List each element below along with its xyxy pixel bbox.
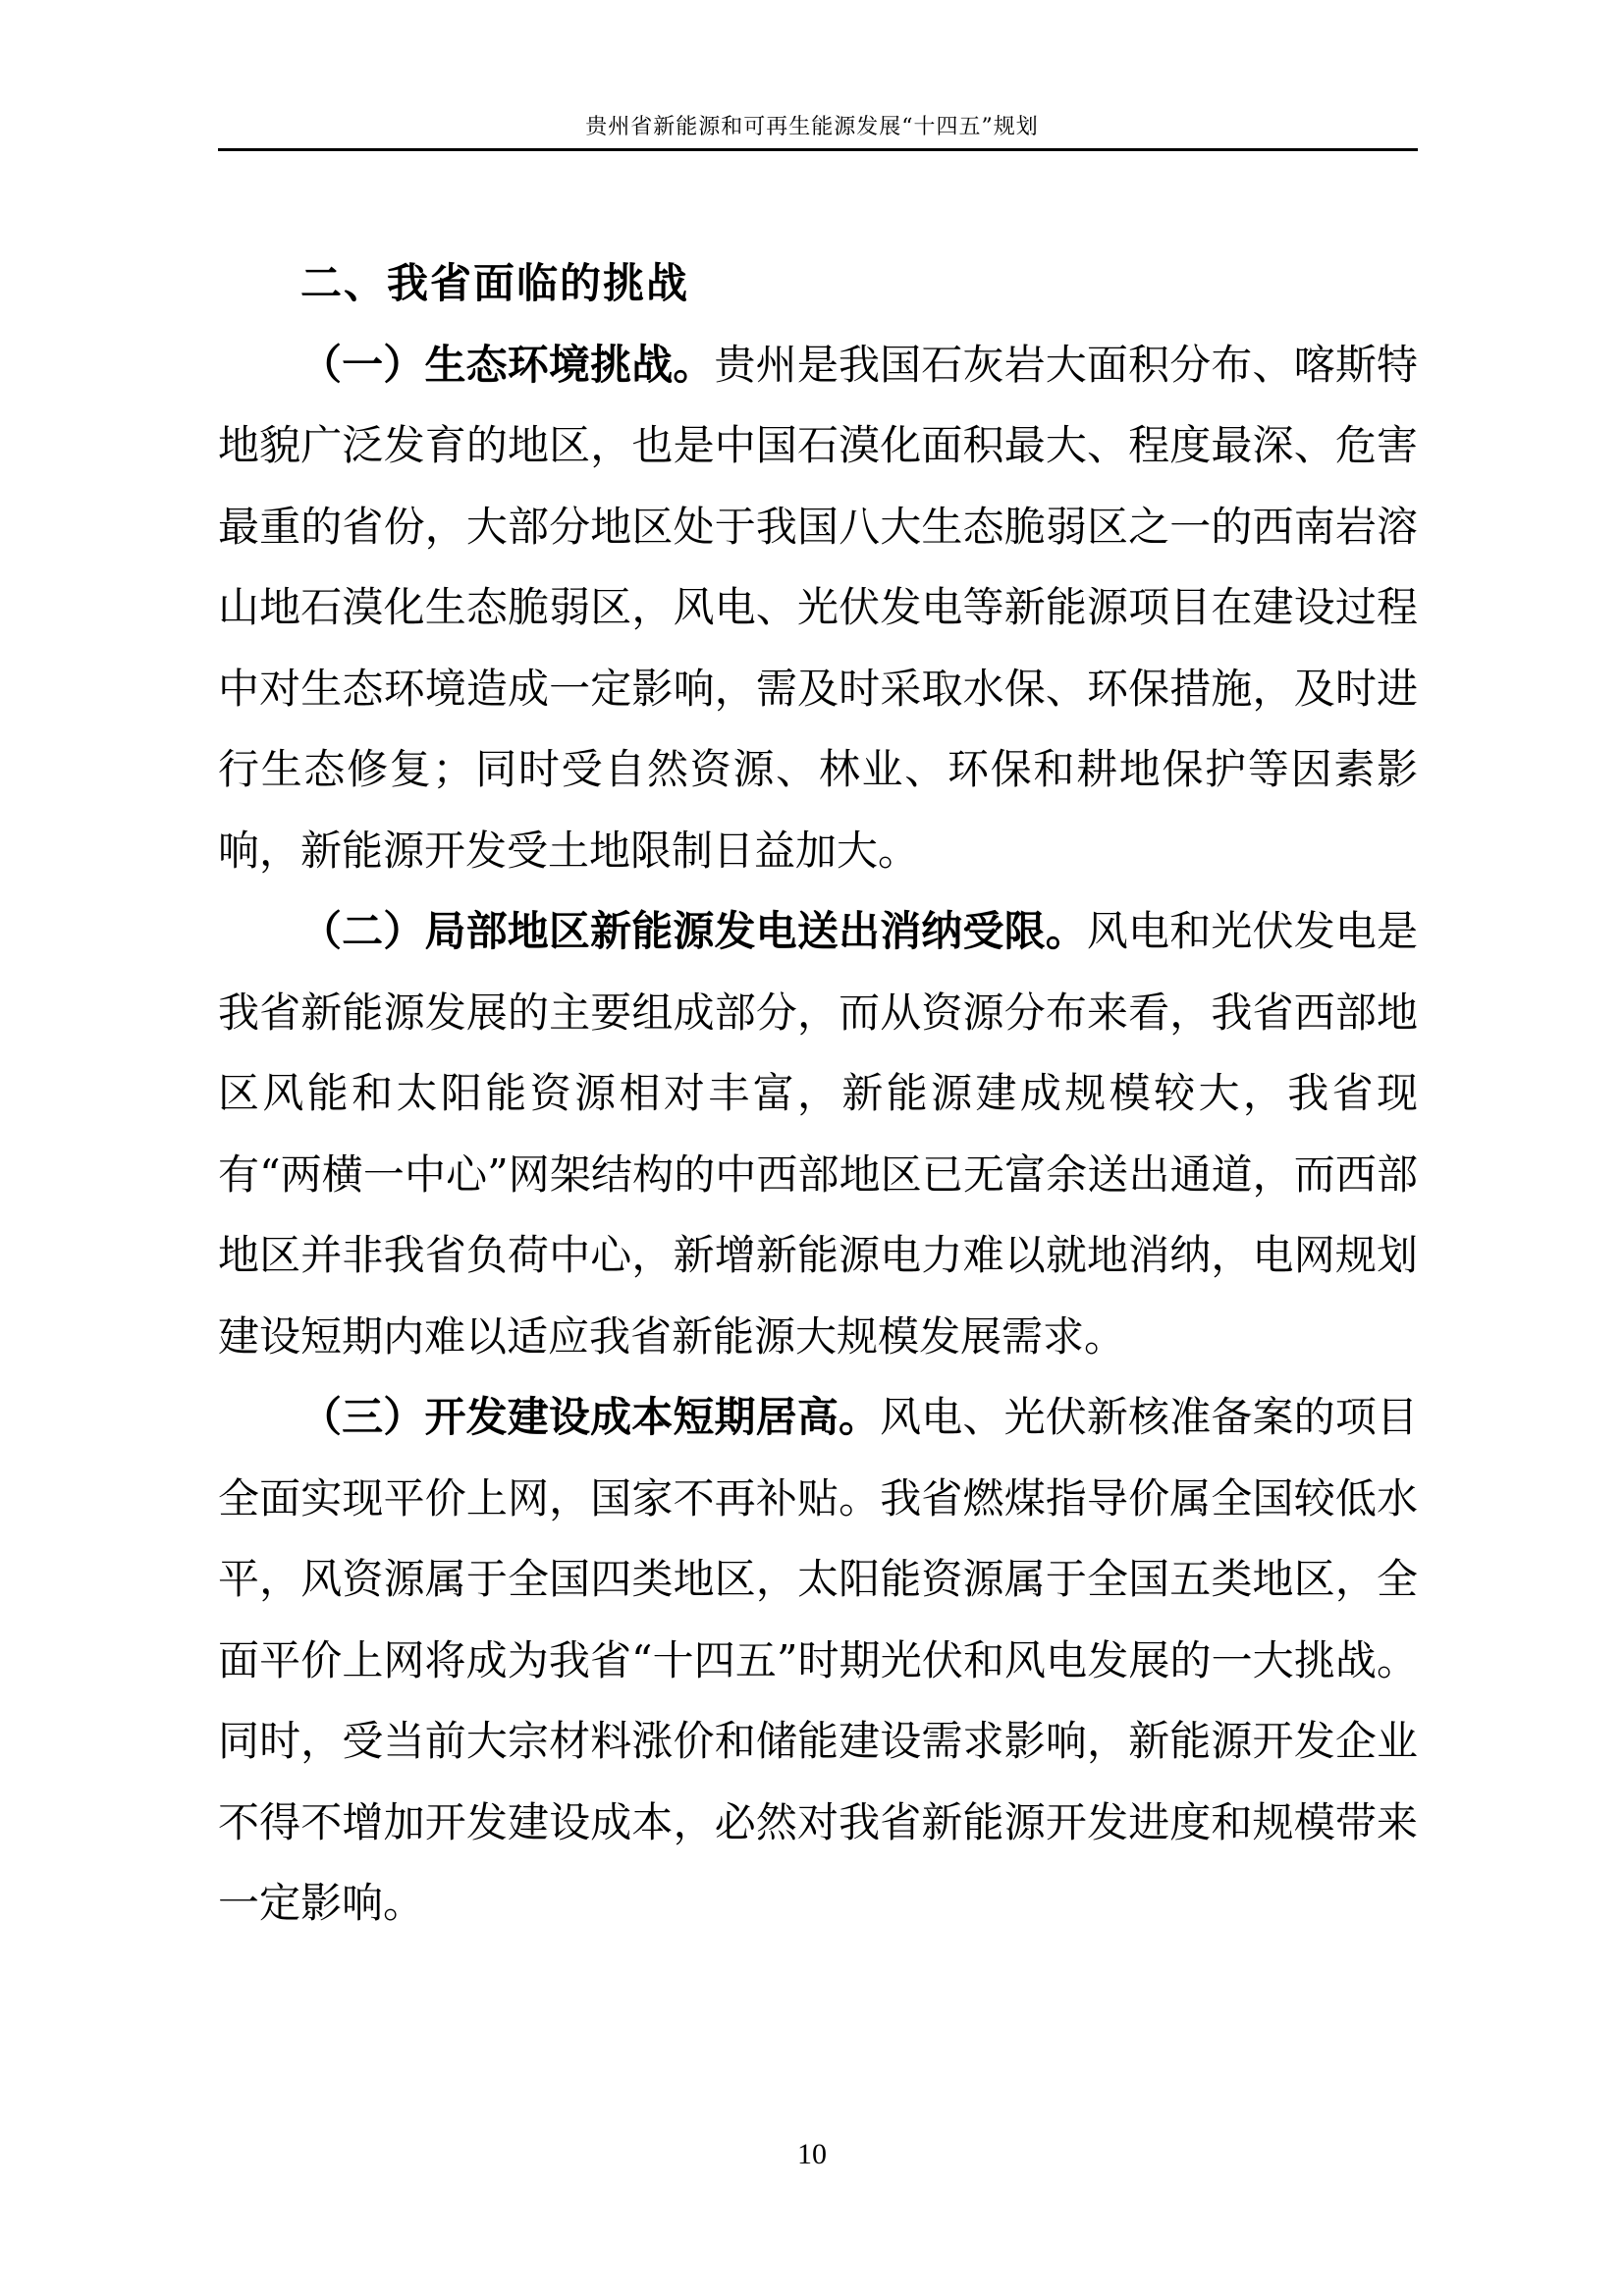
subheading-grid-consumption: （二）局部地区新能源发电送出消纳受限。: [300, 907, 1087, 955]
header-rule: [218, 148, 1418, 151]
paragraph-ecology: [218, 325, 1418, 892]
running-header: 贵州省新能源和可再生能源发展“十四五”规划: [585, 115, 1039, 139]
page-number: 10: [797, 2138, 827, 2170]
paragraph-grid-consumption: [218, 891, 1418, 1377]
section-heading: 二、我省面临的挑战: [300, 259, 690, 307]
subheading-ecology: （一）生态环境挑战。: [300, 340, 715, 389]
paragraph-cost-text: 风电、光伏新核准备案的项目全面实现平价上网，国家不再补贴。我省燃煤指导价属全国较低水平，风资源属于全国四类地区，太阳能资源属于全国五类地区，全面平价上网将成为我省“十四五”时期光伏和风电发展的一大挑战。同时，受当前大宗材料涨价和储能建设需求影响，新能源开发企业不得不增加开发建设成本，必然对我省新能源开发进度和规模带来一定影响。: [218, 1393, 1418, 1927]
subheading-cost: （三）开发建设成本短期居高。: [300, 1393, 881, 1441]
document-body: [218, 243, 1418, 1945]
paragraph-grid-consumption-text: 风电和光伏发电是我省新能源发展的主要组成部分，而从资源分布来看，我省西部地区风能和太阳能资源相对丰富，新能源建成规模较大，我省现有“两横一中心”网架结构的中西部地区已无富余送出通道，而西部地区并非我省负荷中心，新增新能源电力难以就地消纳，电网规划建设短期内难以适应我省新能源大规模发展需求。: [218, 907, 1418, 1361]
paragraph-cost: [218, 1377, 1418, 1945]
paragraph-ecology-text: 贵州是我国石灰岩大面积分布、喀斯特地貌广泛发育的地区，也是中国石漠化面积最大、程度最深、危害最重的省份，大部分地区处于我国八大生态脆弱区之一的西南岩溶山地石漠化生态脆弱区，风电、光伏发电等新能源项目在建设过程中对生态环境造成一定影响，需及时采取水保、环保措施，及时进行生态修复；同时受自然资源、林业、环保和耕地保护等因素影响，新能源开发受土地限制日益加大。: [218, 340, 1418, 875]
